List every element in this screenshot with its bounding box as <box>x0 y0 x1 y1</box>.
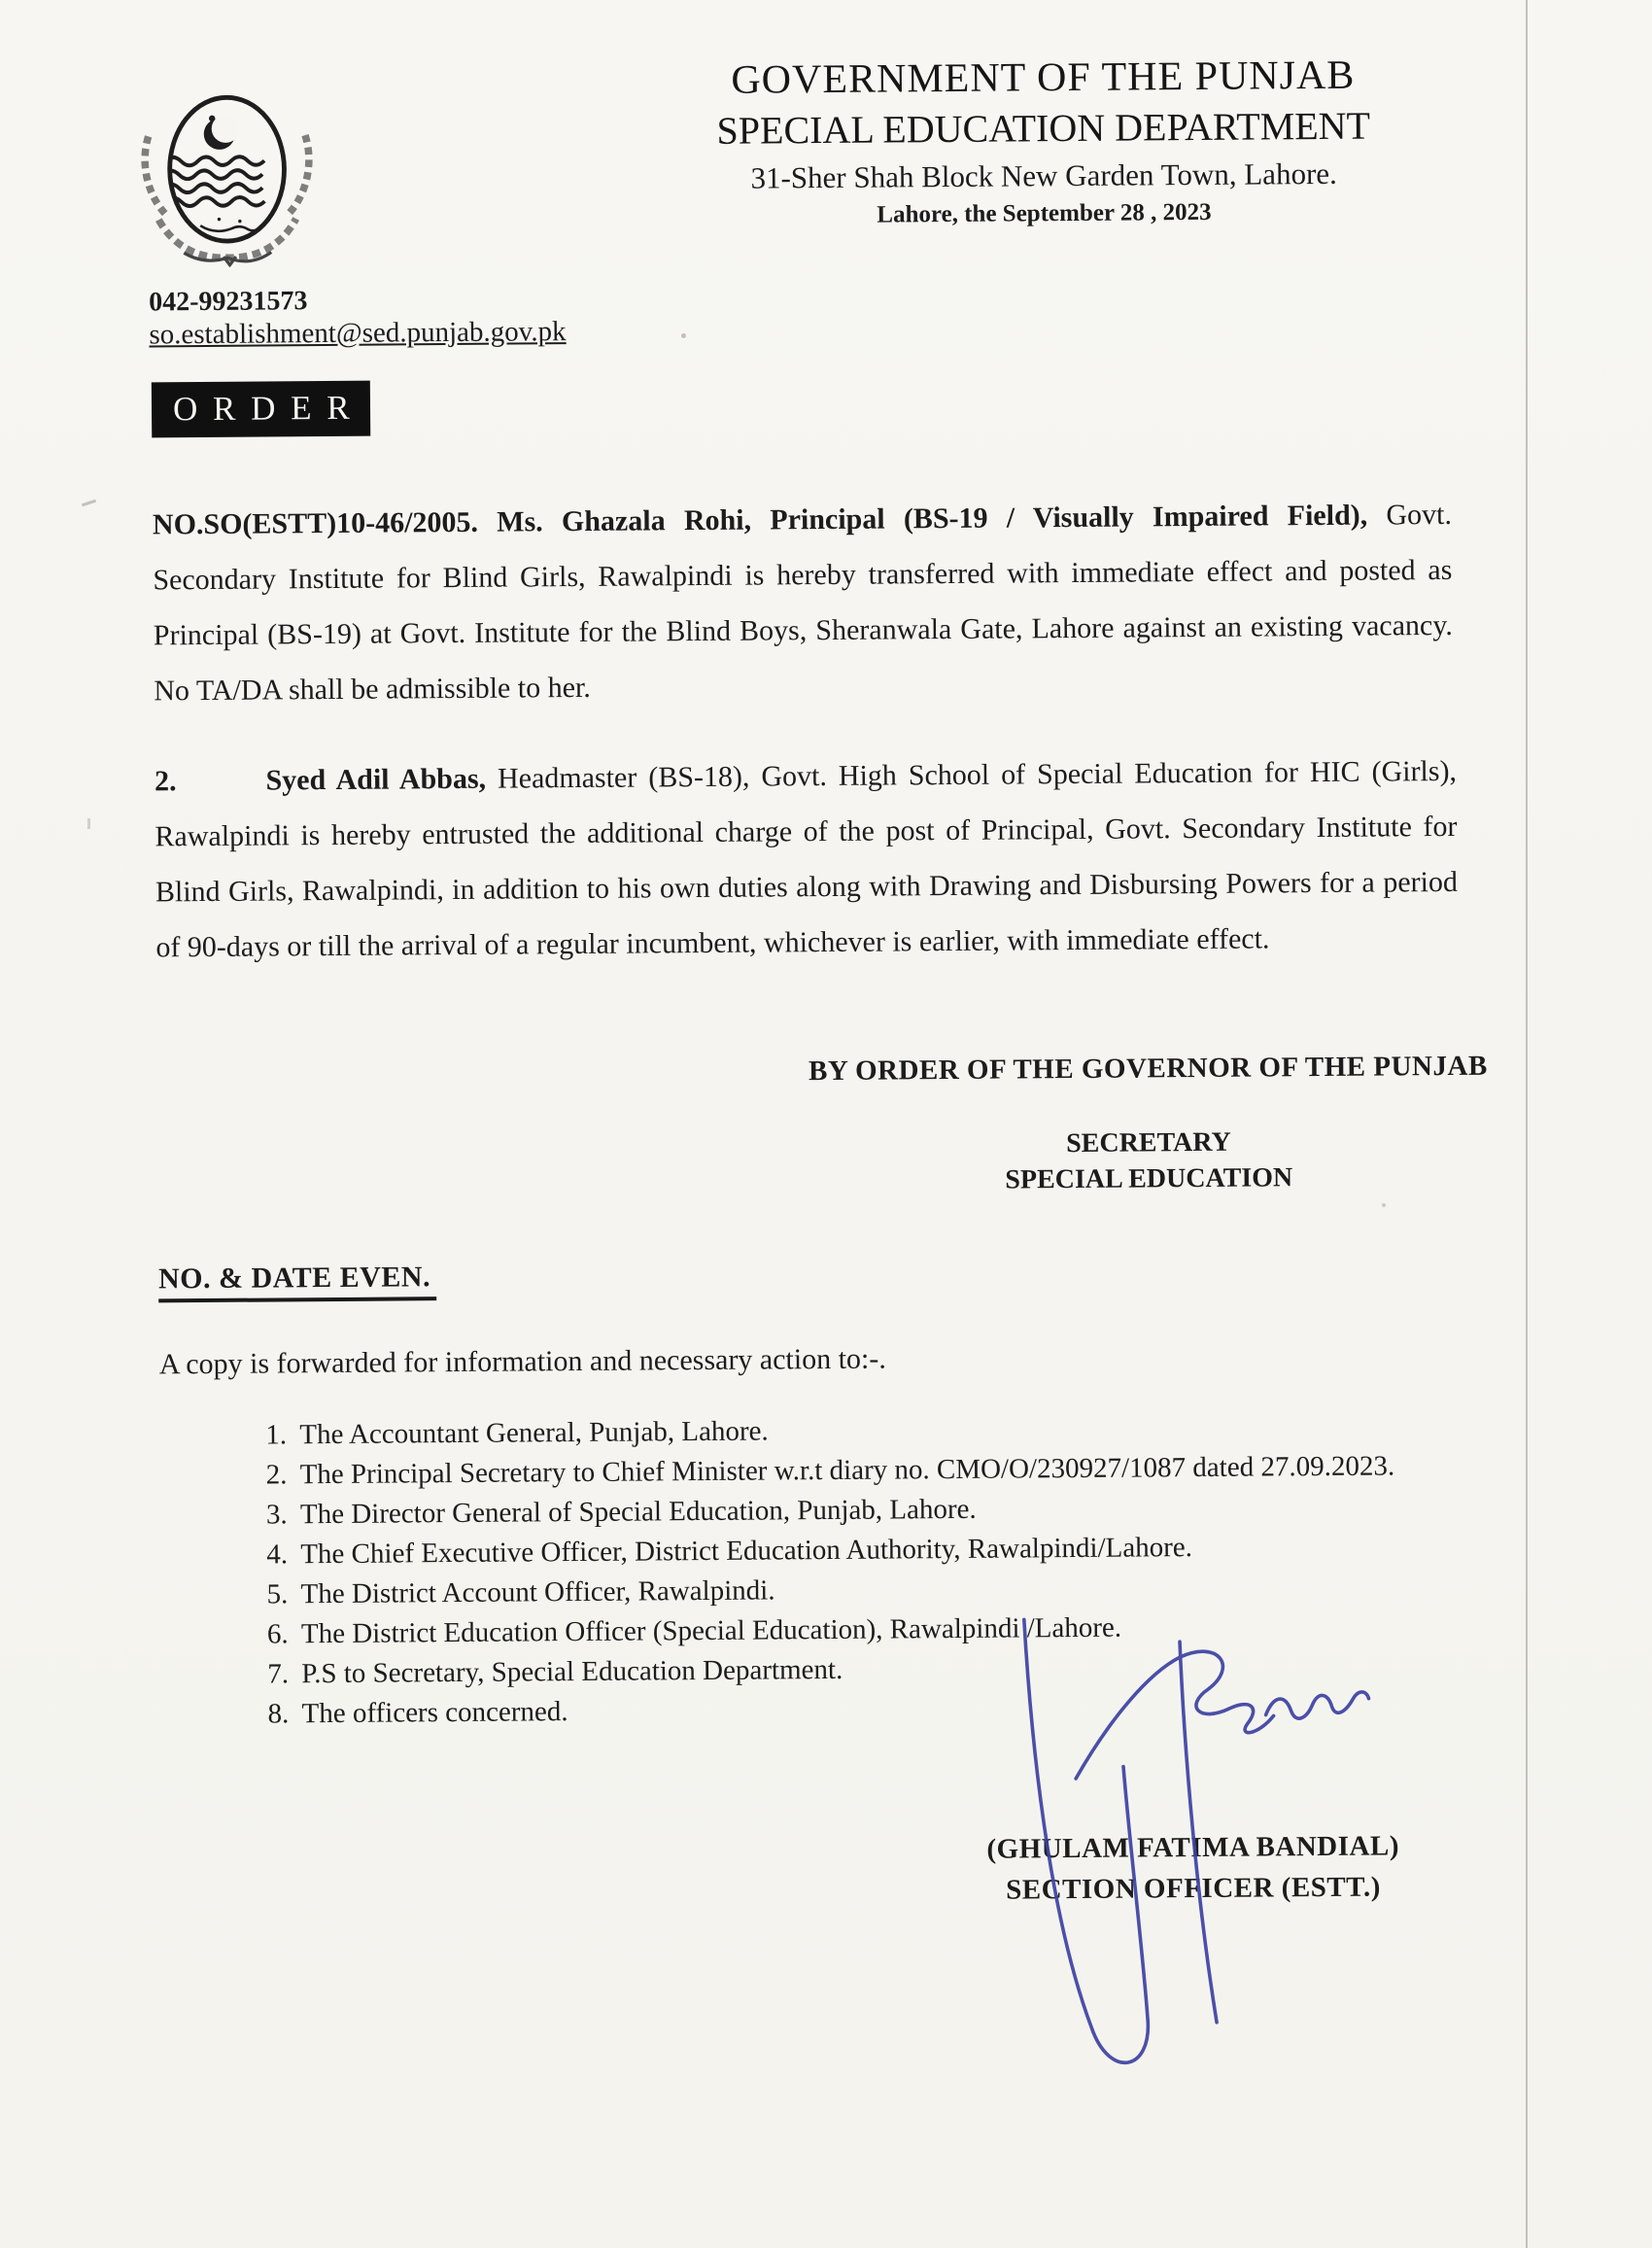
officer-name-bold: Syed Adil Abbas, <box>265 762 487 797</box>
scan-edge-line <box>1526 0 1528 2248</box>
special-education-line: SPECIAL EDUCATION <box>1005 1162 1293 1195</box>
order-heading: ORDER <box>152 381 371 438</box>
signatory-name: (GHULAM FATIMA BANDIAL) <box>986 1830 1400 1865</box>
list-item: 8. The officers concerned. <box>295 1684 1588 1734</box>
paragraph-2-number: 2. <box>154 765 177 798</box>
list-item: 7. P.S to Secretary, Special Education Department. <box>295 1644 1588 1694</box>
department-title: SPECIAL EDUCATION DEPARTMENT <box>716 103 1371 153</box>
list-item: 1. The Accountant General, Punjab, Lahore. <box>293 1405 1586 1455</box>
order-paragraph-2-text: Headmaster (BS-18), Govt. High School of Special Education for HIC (Girls), Rawalpindi is hereby entrusted the additional charge of the post of Principal, Govt. Secondary Institute for Blind Girls, Rawalpindi, in addition to his own duties along with Drawing and Disbursing Powers for a period of 90-days or till the arrival of a regular incumbent, whichever is earlier, with immediate effect. <box>155 754 1459 964</box>
list-item: 5. The District Account Officer, Rawalpindi. <box>294 1565 1587 1614</box>
list-item: 6. The District Education Officer (Special Education), Rawalpindi /Lahore. <box>295 1605 1588 1654</box>
signatory-title: SECTION OFFICER (ESTT.) <box>1006 1871 1381 1906</box>
list-item: 2. The Principal Secretary to Chief Minister w.r.t diary no. CMO/O/230927/1087 dated 27.09.2023. <box>293 1445 1586 1495</box>
letter-date: Lahore, the September 28 , 2023 <box>877 198 1212 228</box>
order-paragraph-1 <box>153 487 1454 718</box>
authority-block <box>749 1050 1547 1197</box>
scan-speck <box>681 333 686 338</box>
order-reference-number: NO.SO(ESTT)10-46/2005. Ms. Ghazala Rohi, Principal (BS-19 / Visually Impaired Field), <box>152 499 1368 541</box>
department-address: 31-Sher Shah Block New Garden Town, Lahore. <box>750 156 1337 195</box>
phone-number: 042-99231573 <box>149 286 308 318</box>
list-item: 4. The Chief Executive Officer, District Education Authority, Rawalpindi/Lahore. <box>294 1525 1587 1574</box>
signature-ink <box>929 1597 1448 2067</box>
letterhead <box>576 51 1510 231</box>
government-title: GOVERNMENT OF THE PUNJAB <box>731 52 1356 103</box>
order-paragraph-2 <box>155 744 1459 976</box>
order-paragraph-1-text: Govt. Secondary Institute for Blind Girls, Rawalpindi is hereby transferred with immediate effect and posted as Principal (BS-19) at Govt. Institute for the Blind Boys, Sheranwala Gate, Lahore against an existing vacancy. No TA/DA shall be admissible to her. <box>153 498 1453 708</box>
by-order-line: BY ORDER OF THE GOVERNOR OF THE PUNJAB <box>808 1050 1488 1088</box>
scan-speck <box>1382 1203 1386 1207</box>
copy-forwarded-line: A copy is forwarded for information and necessary action to:-. <box>158 1342 886 1381</box>
email-address: so.establishment@sed.punjab.gov.pk <box>149 316 567 351</box>
list-item: 3. The Director General of Special Education, Punjab, Lahore. <box>294 1485 1587 1535</box>
punjab-crest-logo <box>121 89 331 268</box>
scan-smudge <box>87 818 90 829</box>
no-and-date-heading: NO. & DATE EVEN. <box>158 1261 436 1302</box>
secretary-line: SECRETARY <box>1066 1126 1231 1159</box>
